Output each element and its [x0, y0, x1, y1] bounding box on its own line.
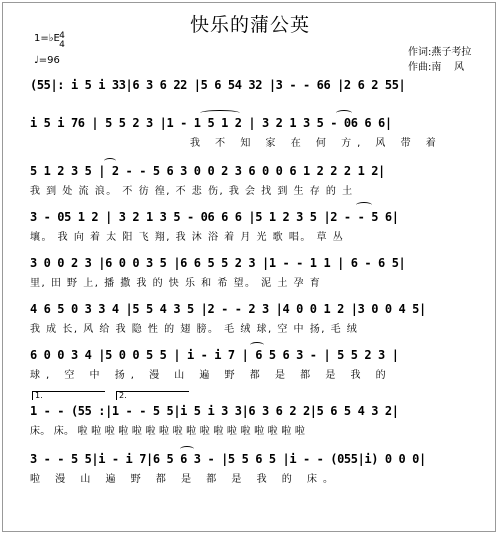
- slur-mark: [180, 446, 194, 452]
- volta-second-ending: 2.: [116, 391, 189, 400]
- slur-mark: [356, 202, 372, 208]
- score-line-9: 3 - - 5 5|i - i 7|6 5 6 3 - |5 5 6 5 |i - - (055|i) 0 0 0|: [30, 452, 426, 466]
- lyric-line-1: 我 不 知 家 在 何 方, 风 带 着: [190, 138, 442, 149]
- lyric-line-3: 壤。 我 向 着 太 阳 飞 翔, 我 沐 浴 着 月 光 歌 唱。 草 丛: [30, 232, 345, 243]
- score-line-3: 5 1 2 3 5 | 2 - - 5 6 3 0 0 2 3 6 0 0 6 1 2 2 2 1 2|: [30, 164, 385, 178]
- score-line-8: 1 - - (55 :|1 - - 5 5|i 5 i 3 3|6 3 6 2 2|5 6 5 4 3 2|: [30, 404, 399, 418]
- score-line-4: 3 - 05 1 2 | 3 2 1 3 5 - 06 6 6 |5 1 2 3 5 |2 - - 5 6|: [30, 210, 399, 224]
- time-signature: [58, 32, 66, 50]
- score-line-7: 6 0 0 3 4 |5 0 0 5 5 | i - i 7 | 6 5 6 3 - | 5 5 2 3 |: [30, 348, 399, 362]
- song-title: 快乐的蒲公英: [189, 14, 310, 36]
- score-line-1: (55|: i 5 i 33|6 3 6 22 |5 6 54 32 |3 - - 66 |2 6 2 55|: [30, 78, 406, 92]
- key-signature: 1=♭E: [34, 33, 60, 44]
- score-line-2: i 5 i 76 | 5 5 2 3 |1 - 1 5 1 2 | 3 2 1 3 5 - 06 6 6|: [30, 116, 392, 130]
- tempo-marking: ♩=96: [34, 55, 60, 66]
- score-line-6: 4 6 5 0 3 3 4 |5 5 4 3 5 |2 - - 2 3 |4 0 0 1 2 |3 0 0 4 5|: [30, 302, 426, 316]
- composer-credit: 作曲:南 风: [408, 62, 465, 73]
- lyricist-credit: 作词:燕子考拉: [408, 47, 472, 58]
- volta-first-ending: 1.: [32, 391, 105, 400]
- time-signature-bottom: 4: [59, 40, 65, 50]
- lyric-line-5: 我 成 长, 风 给 我 隐 性 的 翅 膀。 毛 绒 球, 空 中 扬, 毛 绒: [30, 324, 359, 335]
- score-line-5: 3 0 0 2 3 |6 0 0 3 5 |6 6 5 5 2 3 |1 - - 1 1 | 6 - 6 5|: [30, 256, 406, 270]
- lyric-line-8: 啦 漫 山 遍 野 都 是 都 是 我 的 床。: [30, 474, 339, 485]
- lyric-line-2: 我 到 处 流 浪。 不 彷 徨, 不 悲 伤, 我 会 找 到 生 存 的 土: [30, 186, 354, 197]
- slur-mark: [104, 158, 116, 164]
- slur-mark: [200, 110, 240, 116]
- time-signature-top: 4: [59, 31, 65, 41]
- lyric-line-6: 球, 空 中 扬, 漫 山 遍 野 都 是 都 是 我 的: [30, 370, 392, 381]
- slur-mark: [336, 110, 352, 116]
- lyric-line-7: 床。 床。 啦 啦 啦 啦 啦 啦 啦 啦 啦 啦 啦 啦 啦 啦 啦 啦 啦: [30, 426, 306, 437]
- lyric-line-4: 里, 田 野 上, 播 撒 我 的 快 乐 和 希 望。 泥 土 孕 育: [30, 278, 322, 289]
- slur-mark: [250, 342, 264, 348]
